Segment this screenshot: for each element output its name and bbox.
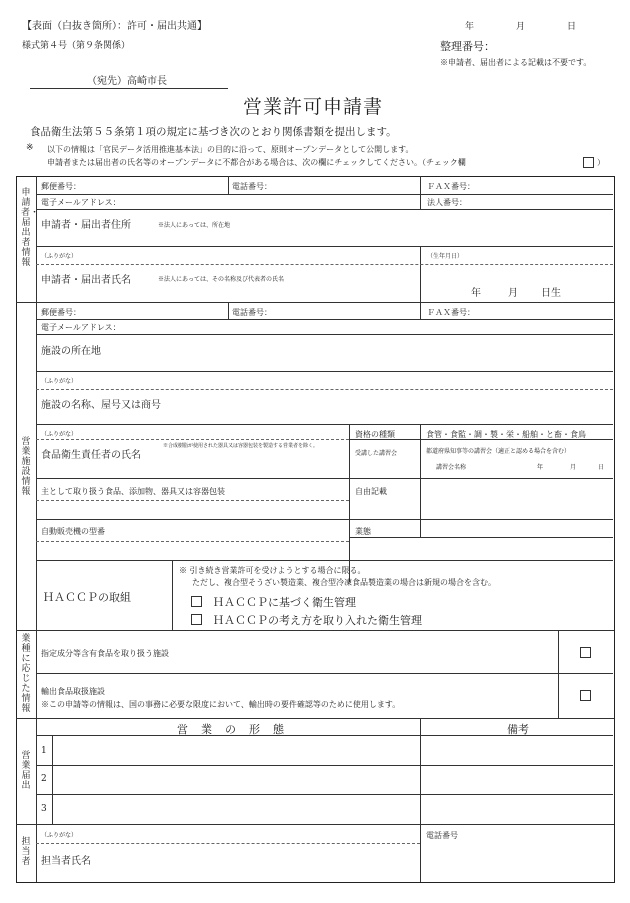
- applicant-corp-number[interactable]: 法人番号：: [427, 198, 467, 207]
- addressee: （宛先）高崎市長: [87, 76, 167, 87]
- course-label: 受講した講習会: [355, 450, 398, 457]
- opendata-checkbox[interactable]: [583, 157, 594, 168]
- addressee-underline: [30, 88, 228, 89]
- handled-items-label[interactable]: 主として取り扱う食品、添加物、器具又は容器包装: [41, 487, 225, 496]
- facility-postal[interactable]: 郵便番号：: [41, 308, 81, 317]
- designated-ingredients-checkbox[interactable]: [580, 647, 591, 658]
- header-day: 日: [567, 22, 577, 32]
- section-applicant: 申請者・届出者情報: [21, 188, 40, 268]
- facility-furigana: （ふりがな）: [41, 378, 78, 385]
- header-month: 月: [516, 22, 526, 32]
- page-title: 営業許可申請書: [243, 96, 384, 118]
- reg-number-label: 整理番号：: [440, 40, 495, 53]
- course-month: 月: [570, 464, 577, 471]
- applicant-furigana: （ふりがな）: [41, 253, 78, 260]
- export-facility-note: ※この申請等の情報は、国の事務に必要な限度において、輸出時の要件確認等のために使用します。: [41, 700, 401, 709]
- notification-row-2: 2: [41, 774, 47, 784]
- haccp-option-2-checkbox[interactable]: [191, 614, 202, 625]
- course-detail: 都道府県知事等の講習会（適正と認める場合を含む）: [426, 448, 571, 455]
- haccp-label: ＨＡＣＣＰの取組: [43, 591, 131, 604]
- manager-furigana: （ふりがな）: [41, 431, 78, 438]
- applicant-phone[interactable]: 電話番号：: [232, 182, 272, 191]
- applicant-name-note: ※法人にあっては、その名称及び代表者の氏名: [158, 276, 284, 283]
- haccp-note-2: ただし、複合型そうざい製造業、複合型冷凍食品製造業の場合は新規の場合を含む。: [192, 578, 496, 587]
- section-facility: 営業施設情報: [21, 437, 31, 497]
- front-label: 【表面（白抜き箇所）：許可・届出共通】: [22, 21, 207, 32]
- contact-furigana: （ふりがな）: [41, 832, 78, 839]
- applicant-birth-month[interactable]: 月: [508, 288, 518, 299]
- course-name-label: 講習会名称: [436, 464, 467, 471]
- contact-name[interactable]: 担当者氏名: [41, 856, 91, 867]
- manager-note: ※合成樹脂が使用された器具又は容器包装を製造する営業者を除く。: [163, 443, 318, 449]
- lead-text: 食品衛生法第５５条第１項の規定に基づき次のとおり関係書類を提出します。: [30, 126, 397, 138]
- applicant-address[interactable]: 申請者・届出者住所: [41, 220, 131, 231]
- opendata-note-2: 申請者または届出者の氏名等のオープンデータに不都合がある場合は、次の欄にチェックしてください。（チェック欄: [47, 158, 466, 167]
- export-facility-label: 輸出食品取扱施設: [41, 687, 105, 696]
- facility-fax[interactable]: ＦＡＸ番号：: [427, 308, 475, 317]
- section-notification: 営業届出: [21, 751, 31, 791]
- facility-email[interactable]: 電子メールアドレス：: [41, 323, 121, 332]
- free-entry-label: 自由記載: [355, 487, 387, 496]
- section-column-divider: [36, 176, 37, 882]
- facility-name[interactable]: 施設の名称、屋号又は商号: [41, 400, 161, 411]
- applicant-birth-day[interactable]: 日生: [541, 288, 561, 299]
- business-style-label: 業態: [355, 527, 371, 536]
- applicant-name[interactable]: 申請者・届出者氏名: [41, 275, 131, 286]
- applicant-postal[interactable]: 郵便番号：: [41, 182, 81, 191]
- haccp-option-1[interactable]: ＨＡＣＣＰに基づく衛生管理: [213, 596, 356, 609]
- form-number: 様式第４号（第９条関係）: [22, 41, 131, 51]
- header-year: 年: [465, 22, 475, 32]
- business-form-header: 営 業 の 形 態: [177, 723, 285, 736]
- applicant-address-note: ※法人にあっては、所在地: [158, 222, 230, 229]
- applicant-fax[interactable]: ＦＡＸ番号：: [427, 182, 475, 191]
- haccp-option-2[interactable]: ＨＡＣＣＰの考え方を取り入れた衛生管理: [213, 614, 422, 627]
- qualification-options[interactable]: 食管・食監・調・製・栄・船舶・と畜・食鳥: [426, 430, 586, 439]
- haccp-note-1: ※ 引き続き営業許可を受けようとする場合に限る。: [179, 566, 366, 575]
- course-year: 年: [537, 464, 544, 471]
- facility-location[interactable]: 施設の所在地: [41, 346, 101, 357]
- facility-phone[interactable]: 電話番号：: [232, 308, 272, 317]
- designated-ingredients-label: 指定成分等含有食品を取り扱う施設: [41, 649, 169, 658]
- qualification-type-label: 資格の種類: [355, 430, 395, 439]
- notification-row-1: 1: [41, 746, 47, 756]
- haccp-option-1-checkbox[interactable]: [191, 596, 202, 607]
- opendata-note-1: 以下の情報は「官民データ活用推進基本法」の目的に沿って、原則オープンデータとして公開します。: [47, 145, 414, 154]
- contact-phone[interactable]: 電話番号: [426, 831, 458, 840]
- section-business-info: 業種に応じた情報: [21, 634, 31, 714]
- opendata-close: ）: [597, 158, 605, 167]
- applicant-birth-label: （生年月日）: [427, 253, 464, 260]
- opendata-mark: ※: [26, 143, 34, 153]
- section-contact: 担当者: [21, 837, 31, 867]
- applicant-birth-year[interactable]: 年: [471, 288, 481, 299]
- notification-row-3: 3: [41, 804, 47, 814]
- reg-note: ※申請者、届出者による記載は不要です。: [440, 58, 592, 67]
- export-facility-checkbox[interactable]: [580, 690, 591, 701]
- vending-model-label[interactable]: 自動販売機の型番: [41, 527, 105, 536]
- course-day: 日: [598, 464, 605, 471]
- remarks-header: 備考: [507, 723, 529, 736]
- applicant-email[interactable]: 電子メールアドレス：: [41, 198, 121, 207]
- manager-name[interactable]: 食品衛生責任者の氏名: [41, 450, 141, 461]
